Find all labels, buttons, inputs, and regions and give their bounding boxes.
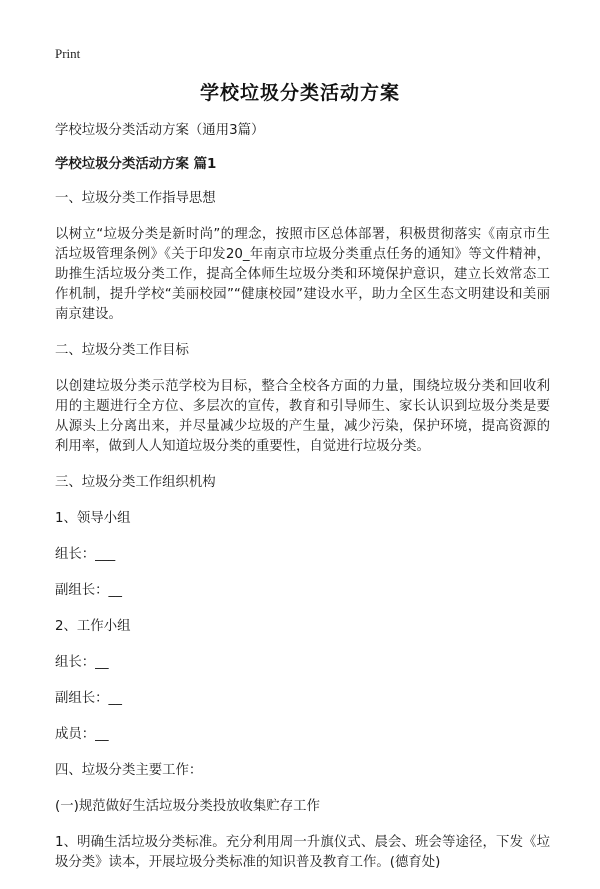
document-body — [55, 121, 550, 889]
leadership-group-leader: 组长：___ — [55, 547, 116, 562]
paragraph-guiding-ideology: 以树立“垃圾分类是新时尚”的理念，按照市区总体部署，积极贯彻落实《南京市生活垃圾管理条例》《关于印发20_年南京市垃圾分类重点任务的通知》等文件精神，助推生活垃圾分类工作，提高全体师生垃圾分类和环境保护意识，建立长效常态工作机制，提升学校“美丽校园”“健康校园”建设水平，助力全区生态文明建设和美丽南京建设。 — [55, 227, 550, 322]
work-group-members: 成员：__ — [55, 727, 109, 742]
work-group-label: 2、工作小组 — [55, 619, 131, 634]
heading-main-work: 四、垃圾分类主要工作： — [55, 763, 203, 778]
heading-guiding-ideology: 一、垃圾分类工作指导思想 — [55, 191, 216, 206]
heading-organization: 三、垃圾分类工作组织机构 — [55, 475, 216, 490]
leadership-group-deputy: 副组长：__ — [55, 583, 122, 598]
section-title: 学校垃圾分类活动方案 篇1 — [55, 157, 217, 172]
paragraph-classification-standards: 1、明确生活垃圾分类标准。充分利用周一升旗仪式、晨会、班会等途径，下发《垃圾分类》读本，开展垃圾分类标准的知识普及教育工作。(德育处) — [55, 835, 550, 870]
heading-work-goals: 二、垃圾分类工作目标 — [55, 343, 189, 358]
work-group-deputy: 副组长：__ — [55, 691, 122, 706]
paragraph-work-goals: 以创建垃圾分类示范学校为目标，整合全校各方面的力量，围绕垃圾分类和回收利用的主题进行全方位、多层次的宣传，教育和引导师生、家长认识到垃圾分类是要从源头上分离出来，并尽量减少垃圾的产生量，减少污染，保护环境，提高资源的利用率，做到人人知道垃圾分类的重要性，自觉进行垃圾分类。 — [55, 379, 550, 454]
document-subtitle: 学校垃圾分类活动方案（通用3篇） — [55, 123, 265, 138]
work-group-leader: 组长：__ — [55, 655, 109, 670]
leadership-group-label: 1、领导小组 — [55, 511, 131, 526]
subheading-collection-storage: (一)规范做好生活垃圾分类投放收集贮存工作 — [55, 799, 320, 814]
page-title: 学校垃圾分类活动方案 — [199, 82, 400, 104]
print-link[interactable]: Print — [55, 46, 81, 61]
